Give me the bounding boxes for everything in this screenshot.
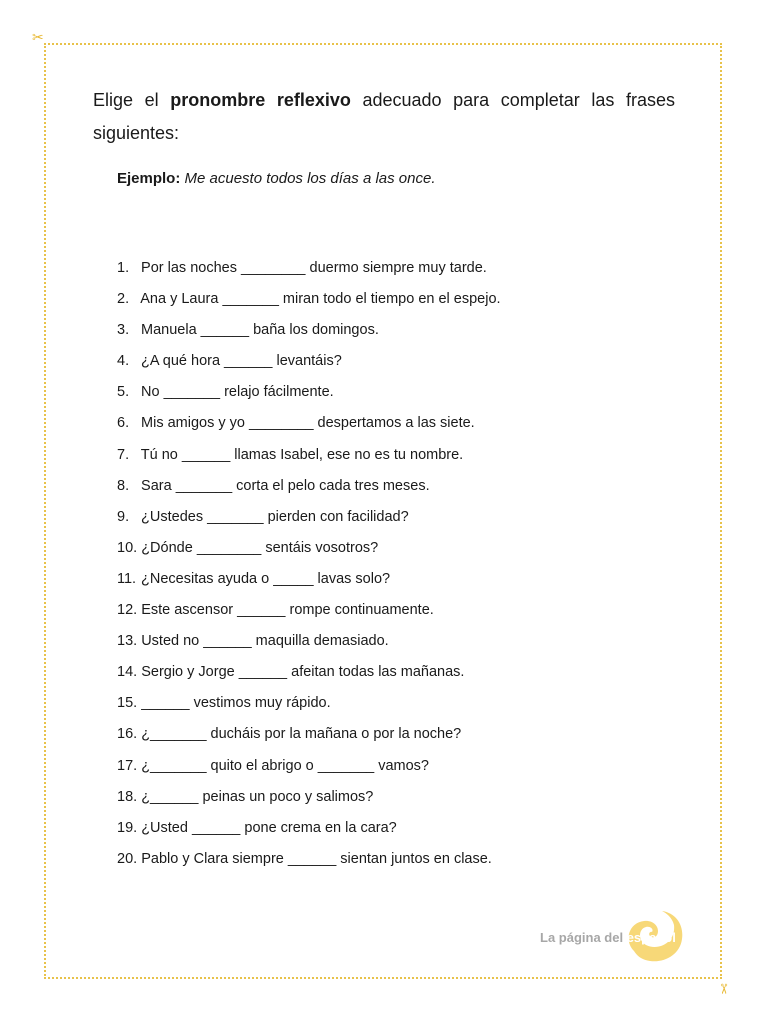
item-text: Pablo y Clara siempre ______ sientan juntos en clase.: [141, 850, 492, 867]
logo-text: [540, 930, 676, 945]
exercise-item: [117, 629, 501, 660]
item-number: 2.: [117, 291, 130, 308]
item-number: 3.: [117, 322, 130, 339]
site-logo: [538, 905, 688, 965]
exercise-item: [117, 474, 501, 505]
item-number: 16.: [117, 726, 138, 743]
exercise-item: [117, 567, 501, 598]
item-text: Sara _______ corta el pelo cada tres meses.: [141, 477, 430, 494]
exercise-item: [117, 256, 501, 287]
logo-text-part2: español: [626, 930, 676, 945]
instruction-bold: pronombre reflexivo: [170, 90, 351, 110]
exercise-item: [117, 754, 501, 785]
exercise-item: [117, 722, 501, 753]
item-number: 15.: [117, 695, 138, 712]
item-text: No _______ relajo fácilmente.: [141, 384, 334, 401]
exercise-item: [117, 443, 501, 474]
exercise-item: [117, 349, 501, 380]
item-number: 6.: [117, 415, 130, 432]
instruction-text: [93, 84, 675, 150]
item-number: 10.: [117, 539, 138, 556]
exercise-item: [117, 816, 501, 847]
item-text: ¿_______ ducháis por la mañana o por la noche?: [141, 726, 462, 743]
exercise-item: [117, 660, 501, 691]
exercise-item: [117, 411, 501, 442]
item-text: ¿Ustedes _______ pierden con facilidad?: [141, 508, 409, 525]
item-text: ¿Usted ______ pone crema en la cara?: [141, 819, 397, 836]
item-text: ¿_______ quito el abrigo o _______ vamos?: [141, 757, 430, 774]
item-number: 13.: [117, 633, 138, 650]
item-number: 18.: [117, 788, 138, 805]
exercise-item: [117, 691, 501, 722]
item-number: 19.: [117, 819, 138, 836]
item-number: 7.: [117, 446, 130, 463]
exercise-list: [117, 256, 501, 878]
item-text: Tú no ______ llamas Isabel, ese no es tu nombre.: [140, 446, 464, 463]
item-text: ¿A qué hora ______ levantáis?: [141, 353, 342, 370]
item-number: 11.: [117, 570, 137, 587]
exercise-item: [117, 380, 501, 411]
logo-text-part1: La página del: [540, 930, 627, 945]
item-text: Ana y Laura _______ miran todo el tiempo en el espejo.: [140, 291, 501, 308]
exercise-item: [117, 505, 501, 536]
item-number: 20.: [117, 850, 138, 867]
exercise-item: [117, 785, 501, 816]
item-text: ¿Necesitas ayuda o _____ lavas solo?: [141, 570, 391, 587]
item-number: 5.: [117, 384, 130, 401]
item-number: 14.: [117, 664, 138, 681]
exercise-item: [117, 598, 501, 629]
example-label: Ejemplo:: [117, 170, 181, 187]
item-text: Por las noches ________ duermo siempre muy tarde.: [141, 260, 487, 276]
item-number: 8.: [117, 477, 130, 494]
exercise-item: [117, 536, 501, 567]
item-number: 4.: [117, 353, 130, 370]
item-text: Este ascensor ______ rompe continuamente.: [141, 602, 434, 619]
instruction-after: adecuado para completar las frases siguientes:: [93, 90, 675, 143]
exercise-item: [117, 287, 501, 318]
item-text: ______ vestimos muy rápido.: [141, 695, 331, 712]
instruction-before: Elige el: [93, 90, 171, 110]
item-number: 9.: [117, 508, 130, 525]
example-line: [117, 170, 436, 187]
scissors-icon: ✂: [715, 983, 732, 995]
item-text: Mis amigos y yo ________ despertamos a las siete.: [141, 415, 475, 432]
item-text: Manuela ______ baña los domingos.: [141, 322, 379, 339]
item-text: ¿______ peinas un poco y salimos?: [141, 788, 374, 805]
item-number: 12.: [117, 602, 138, 619]
exercise-item: [117, 847, 501, 878]
exercise-item: [117, 318, 501, 349]
item-number: 17.: [117, 757, 138, 774]
item-text: Sergio y Jorge ______ afeitan todas las mañanas.: [141, 664, 465, 681]
item-text: ¿Dónde ________ sentáis vosotros?: [141, 539, 379, 556]
item-text: Usted no ______ maquilla demasiado.: [141, 633, 389, 650]
item-number: 1.: [117, 260, 130, 276]
scissors-icon: ✂: [32, 29, 44, 45]
example-sentence: Me acuesto todos los días a las once.: [180, 170, 436, 187]
